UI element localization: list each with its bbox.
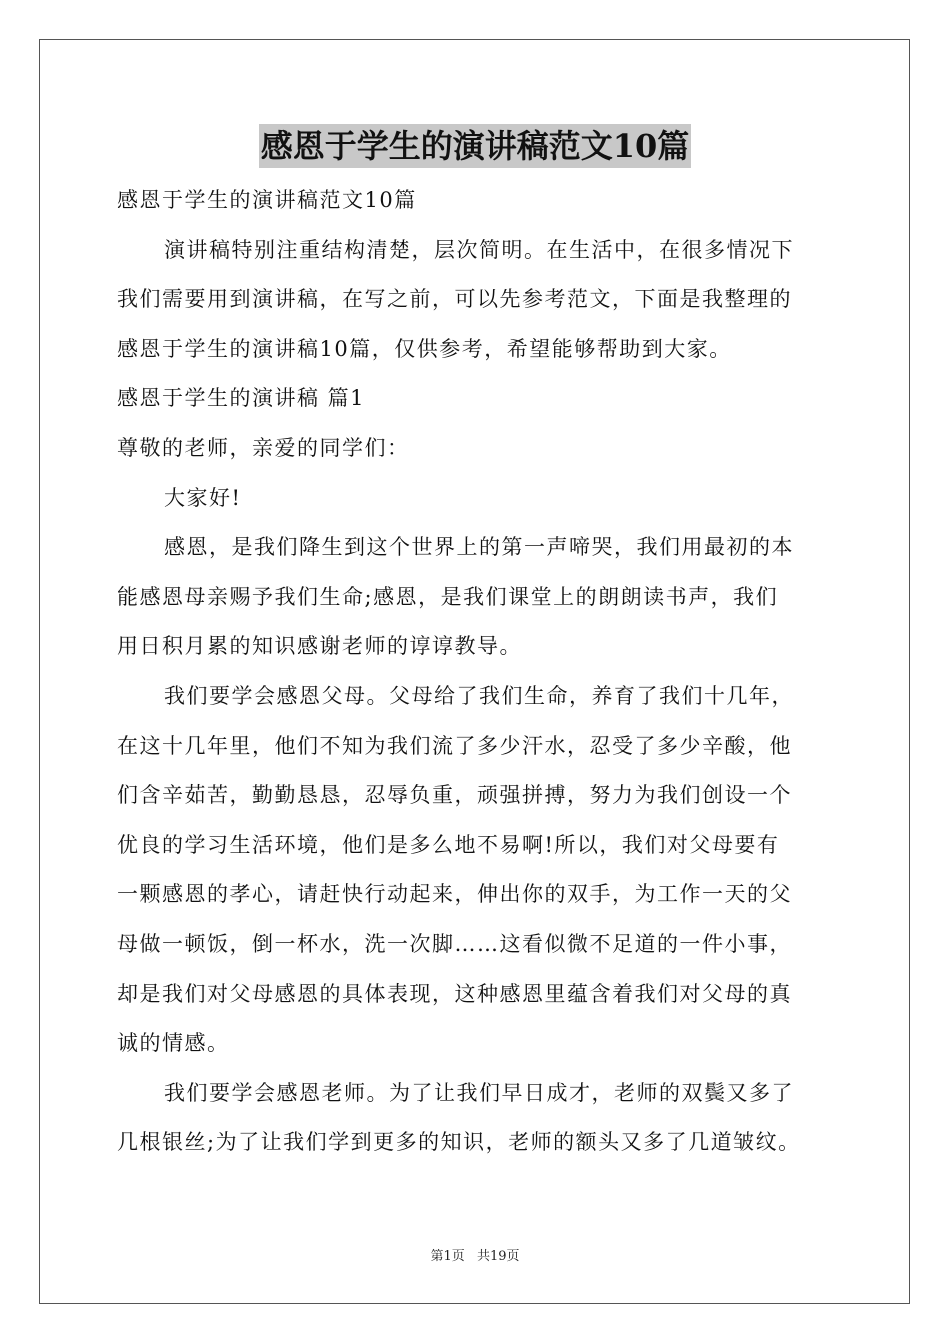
text-line: 演讲稿特别注重结构清楚，层次简明。在生活中，在很多情况下 — [164, 237, 794, 262]
page-footer — [0, 1248, 950, 1266]
text-line: 感恩于学生的演讲稿10篇，仅供参考，希望能够帮助到大家。 — [117, 336, 732, 361]
text-line: 在这十几年里，他们不知为我们流了多少汗水，忍受了多少辛酸，他 — [117, 733, 792, 758]
text-line: 母做一顿饭，倒一杯水，洗一次脚……这看似微不足道的一件小事， — [117, 931, 792, 956]
text-line: 几根银丝;为了让我们学到更多的知识，老师的额头又多了几道皱纹。 — [117, 1130, 801, 1155]
text-line: 感恩于学生的演讲稿 篇1 — [117, 386, 366, 411]
text-line: 大家好! — [164, 485, 242, 510]
text-line: 用日积月累的知识感谢老师的谆谆教导。 — [117, 634, 522, 659]
text-line: 们含辛茹苦，勤勤恳恳，忍辱负重，顽强拼搏，努力为我们创设一个 — [117, 783, 792, 808]
text-line: 我们需要用到演讲稿，在写之前，可以先参考范文，下面是我整理的 — [117, 287, 792, 312]
text-line: 我们要学会感恩老师。为了让我们早日成才，老师的双鬓又多了 — [164, 1080, 794, 1105]
text-line: 感恩于学生的演讲稿范文10篇 — [117, 188, 417, 212]
text-line: 感恩，是我们降生到这个世界上的第一声啼哭，我们用最初的本 — [164, 535, 794, 560]
title-container — [0, 124, 950, 168]
document-title: 感恩于学生的演讲稿范文10篇 — [259, 124, 692, 168]
text-line: 却是我们对父母感恩的具体表现，这种感恩里蕴含着我们对父母的真 — [117, 981, 792, 1006]
page-number: 第1页 — [430, 1249, 465, 1264]
text-line: 一颗感恩的孝心，请赶快行动起来，伸出你的双手，为工作一天的父 — [117, 882, 792, 907]
text-line: 诚的情感。 — [117, 1031, 230, 1056]
text-line: 尊敬的老师，亲爱的同学们： — [117, 435, 410, 460]
total-pages: 共19页 — [476, 1249, 520, 1264]
text-line: 优良的学习生活环境，他们是多么地不易啊!所以，我们对父母要有 — [117, 832, 780, 857]
document-body — [117, 176, 837, 1168]
text-line: 我们要学会感恩父母。父母给了我们生命，养育了我们十几年， — [164, 683, 794, 708]
text-line: 能感恩母亲赐予我们生命;感恩，是我们课堂上的朗朗读书声，我们 — [117, 584, 779, 609]
